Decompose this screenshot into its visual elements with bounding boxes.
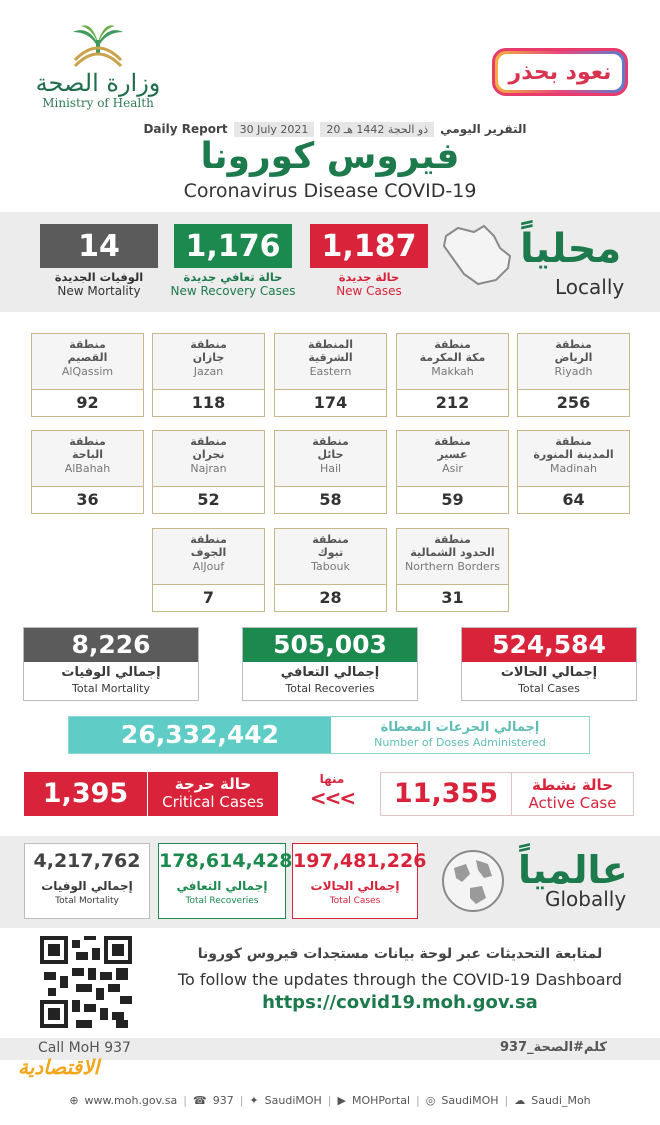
doses-card: [68, 716, 590, 754]
divider: |: [504, 1094, 509, 1107]
region-prefix: منطقة: [434, 338, 471, 351]
region-prefix: منطقة: [69, 338, 106, 351]
report-en: Daily Report: [143, 122, 228, 136]
follow-en: To follow the updates through the COVID-19 Dashboard: [177, 970, 623, 989]
globally-title-ar: عالمياً: [518, 848, 628, 892]
youtube-icon: ▶: [337, 1094, 346, 1107]
twitter-icon: ✦: [249, 1094, 259, 1107]
region-value: 7: [202, 588, 215, 607]
critical-card: [24, 772, 278, 816]
title-ar: فيروس كورونا: [200, 136, 460, 177]
snapchat-icon: ☁: [514, 1094, 526, 1107]
total-mortality-value: 8,226: [24, 628, 198, 662]
region-name-en: Tabouk: [311, 560, 350, 573]
region-label: [518, 431, 629, 487]
region-label: [397, 431, 508, 487]
region-name-ar: الجوف: [190, 546, 227, 559]
region-prefix: منطقة: [312, 435, 349, 448]
critical-ar: حالة حرجة: [174, 775, 252, 793]
region-name-ar: المدينة المنورة: [533, 448, 614, 461]
new-recovery-en: New Recovery Cases: [170, 284, 296, 298]
region-value: 28: [319, 588, 342, 607]
critical-label: [148, 772, 278, 816]
region-value: 118: [191, 393, 226, 412]
region-name-en: Jazan: [193, 365, 224, 378]
footer-instagram[interactable]: SaudiMOH: [441, 1094, 499, 1107]
follow-ar: لمتابعة التحديثات عبر لوحة بيانات مستجدات فيروس كورونا: [197, 946, 603, 962]
region-value: 92: [76, 393, 99, 412]
palm-swords-icon: [63, 22, 133, 70]
region-name-en: AlQassim: [61, 365, 114, 378]
region-name-ar: القصيم: [67, 351, 108, 364]
footer: [0, 1094, 660, 1107]
region-prefix: منطقة: [555, 338, 592, 351]
region-prefix: منطقة: [190, 338, 227, 351]
global-mortality-value: 4,217,762: [33, 850, 141, 872]
new-mortality-en: New Mortality: [57, 284, 141, 298]
region-card: [31, 430, 144, 514]
region-prefix: منطقة: [190, 435, 227, 448]
region-prefix: منطقة: [555, 435, 592, 448]
new-recovery-ar: حالة تعافي جديدة: [183, 270, 283, 284]
global-recoveries-ar: إجمالي التعافي: [176, 879, 268, 893]
arrows-icon: <<<: [309, 786, 355, 810]
instagram-icon: ◎: [425, 1094, 436, 1107]
hashtag: كلم#الصحة_937: [500, 1040, 607, 1055]
global-cases-ar: إجمالي الحالات: [310, 879, 400, 893]
total-mortality-en: Total Mortality: [72, 682, 150, 695]
slogan-badge: [492, 48, 628, 96]
report-date-gregorian: 30 July 2021: [234, 122, 315, 137]
total-recoveries-card: [242, 627, 418, 701]
critical-value: 1,395: [24, 772, 148, 816]
new-cases-en: New Cases: [336, 284, 402, 298]
global-recoveries-en: Total Recoveries: [185, 896, 259, 906]
watermark-logo: الاقتصادية: [18, 1055, 100, 1079]
active-label: [511, 773, 633, 815]
region-prefix: منطقة: [434, 533, 471, 546]
region-card: [274, 333, 387, 417]
moh-logo: [28, 22, 168, 122]
global-cases-en: Total Cases: [329, 896, 381, 906]
region-name-en: Asir: [442, 462, 463, 475]
globally-title-en: Globally: [545, 887, 627, 911]
divider: |: [239, 1094, 244, 1107]
slogan-text: نعود بحذر: [498, 54, 622, 90]
active-en: Active Case: [528, 794, 617, 812]
ministry-name-ar: وزارة الصحة: [35, 69, 161, 97]
region-value: 31: [441, 588, 464, 607]
region-label: [518, 334, 629, 390]
total-mortality-ar: إجمالي الوفيات: [61, 665, 161, 680]
total-recoveries-value: 505,003: [243, 628, 417, 662]
region-label: [275, 334, 386, 390]
critical-en: Critical Cases: [162, 793, 264, 811]
region-label: [32, 431, 143, 487]
dashboard-link[interactable]: https://covid19.moh.gov.sa: [262, 992, 538, 1013]
total-cases-card: [461, 627, 637, 701]
global-mortality-en: Total Mortality: [55, 896, 119, 906]
region-label: [397, 529, 508, 585]
active-card: [380, 772, 634, 816]
region-value: 174: [313, 393, 348, 412]
region-value: 256: [556, 393, 591, 412]
total-recoveries-en: Total Recoveries: [285, 682, 375, 695]
locally-title-ar: محلياً: [520, 226, 622, 272]
web-icon: ⊕: [69, 1094, 79, 1107]
saudi-map-icon: [438, 222, 516, 288]
region-prefix: منطقة: [190, 533, 227, 546]
total-mortality-card: [23, 627, 199, 701]
region-name-en: Najran: [190, 462, 227, 475]
region-card: [517, 333, 630, 417]
region-prefix: منطقة: [69, 435, 106, 448]
global-mortality-card: [24, 843, 150, 919]
region-value: 36: [76, 490, 99, 509]
region-card: [274, 430, 387, 514]
region-label: [153, 431, 264, 487]
qr-code-icon: [40, 936, 132, 1028]
region-name-ar: الشرقية: [308, 351, 353, 364]
total-cases-ar: إجمالي الحالات: [500, 665, 598, 680]
region-name-ar: عسير: [437, 448, 468, 461]
region-card: [396, 528, 509, 612]
title-en: Coronavirus Disease COVID-19: [183, 180, 477, 202]
divider: |: [327, 1094, 332, 1107]
region-label: [153, 529, 264, 585]
region-prefix: منطقة: [434, 435, 471, 448]
footer-twitter[interactable]: SaudiMOH: [264, 1094, 322, 1107]
footer-phone[interactable]: 937: [212, 1094, 234, 1107]
footer-portal[interactable]: MOHPortal: [351, 1094, 411, 1107]
locally-title-en: Locally: [555, 275, 625, 299]
region-card: [152, 430, 265, 514]
region-prefix: المنطقة: [307, 338, 354, 351]
region-name-en: Makkah: [431, 365, 474, 378]
new-recovery-label: [158, 270, 308, 298]
report-date-hijri: 20 ذو الحجة 1442 هـ: [320, 122, 434, 137]
region-label: [275, 431, 386, 487]
global-cases-value: 197,481,226: [293, 850, 427, 872]
call-moh: Call MoH 937: [38, 1040, 131, 1056]
region-value: 212: [435, 393, 470, 412]
region-name-ar: الحدود الشمالية: [410, 546, 495, 559]
region-value: 64: [562, 490, 585, 509]
global-mortality-ar: إجمالي الوفيات: [41, 879, 133, 893]
total-cases-en: Total Cases: [518, 682, 580, 695]
region-name-ar: تبوك: [317, 546, 344, 559]
region-value: 58: [319, 490, 342, 509]
region-value: 52: [197, 490, 220, 509]
region-card: [396, 430, 509, 514]
global-recoveries-value: 178,614,428: [159, 850, 293, 872]
new-mortality-label: [24, 270, 174, 298]
region-name-ar: الباحة: [71, 448, 104, 461]
region-name-en: Hail: [319, 462, 342, 475]
globe-icon: [440, 848, 506, 914]
phone-icon: ☎: [193, 1094, 207, 1107]
doses-label: [331, 717, 589, 753]
region-card: [517, 430, 630, 514]
of-them-text: منها: [319, 772, 345, 786]
footer-snapchat[interactable]: Saudi_Moh: [531, 1094, 591, 1107]
region-name-ar: الرياض: [554, 351, 593, 364]
active-ar: حالة نشطة: [532, 776, 613, 794]
region-name-ar: مكة المكرمة: [419, 351, 486, 364]
footer-website[interactable]: www.moh.gov.sa: [84, 1094, 178, 1107]
new-mortality-ar: الوفيات الجديدة: [54, 270, 144, 284]
region-prefix: منطقة: [312, 533, 349, 546]
region-name-ar: جازان: [192, 351, 225, 364]
region-label: [32, 334, 143, 390]
region-value: 59: [441, 490, 464, 509]
new-cases-value: 1,187: [310, 224, 428, 268]
new-cases-label: [294, 270, 444, 298]
region-label: [397, 334, 508, 390]
region-name-en: AlBahah: [64, 462, 111, 475]
new-cases-ar: حالة جديدة: [338, 270, 400, 284]
report-ar: التقرير اليومي: [440, 122, 527, 136]
region-name-en: AlJouf: [192, 560, 225, 573]
new-mortality-value: 14: [40, 224, 158, 268]
active-value: 11,355: [393, 778, 499, 809]
region-name-en: Northern Borders: [405, 560, 500, 573]
of-them: [300, 772, 364, 810]
region-card: [31, 333, 144, 417]
region-card: [152, 528, 265, 612]
region-card: [274, 528, 387, 612]
global-cases-card: [292, 843, 427, 919]
region-name-en: Riyadh: [554, 365, 593, 378]
region-name-en: Madinah: [550, 462, 597, 475]
region-label: [275, 529, 386, 585]
ministry-name-en: Ministry of Health: [42, 96, 154, 110]
doses-ar: إجمالي الجرعات المعطاة: [380, 720, 540, 735]
divider: |: [416, 1094, 420, 1107]
region-name-en: Eastern: [309, 365, 352, 378]
region-name-ar: حائل: [317, 448, 344, 461]
doses-value: 26,332,442: [69, 717, 331, 753]
region-card: [396, 333, 509, 417]
region-card: [152, 333, 265, 417]
new-recovery-value: 1,176: [174, 224, 292, 268]
region-name-ar: نجران: [192, 448, 225, 461]
total-recoveries-ar: إجمالي التعافي: [280, 665, 380, 680]
region-label: [153, 334, 264, 390]
divider: |: [183, 1094, 187, 1107]
total-cases-value: 524,584: [462, 628, 636, 662]
global-recoveries-card: [158, 843, 293, 919]
doses-en: Number of Doses Administered: [374, 736, 546, 749]
